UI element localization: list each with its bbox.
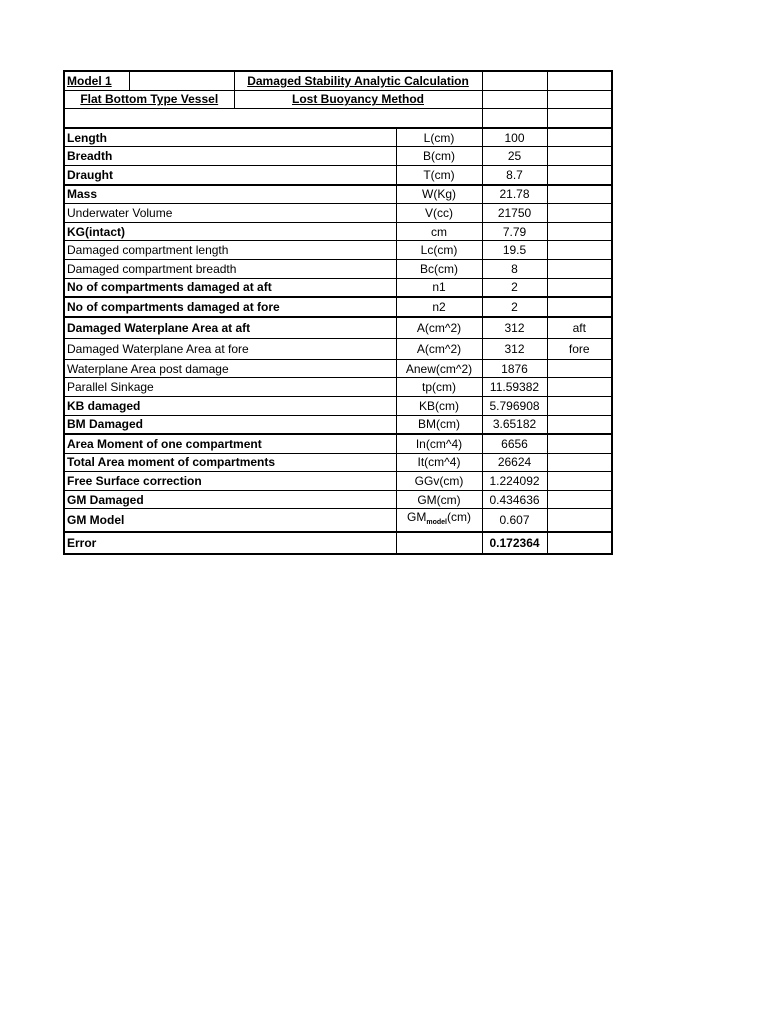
row-value: 25: [482, 147, 547, 166]
row-label: BM Damaged: [64, 415, 396, 434]
row-note: aft: [547, 317, 612, 339]
row-note: [547, 378, 612, 397]
row-value: 2: [482, 297, 547, 317]
row-label: Total Area moment of compartments: [64, 453, 396, 472]
row-label: Draught: [64, 165, 396, 184]
row-label: Damaged Waterplane Area at aft: [64, 317, 396, 339]
table-row: [64, 259, 612, 278]
row-note: [547, 241, 612, 260]
row-note: [547, 396, 612, 415]
row-unit: A(cm^2): [396, 317, 482, 339]
row-unit: A(cm^2): [396, 338, 482, 359]
row-note: [547, 185, 612, 204]
table-row: [64, 359, 612, 378]
row-unit: In(cm^4): [396, 434, 482, 453]
error-row: [64, 532, 612, 554]
table-row: [64, 222, 612, 241]
row-value: 19.5: [482, 241, 547, 260]
empty-cell: [547, 509, 612, 533]
gm-model-unit-main: GM: [407, 510, 427, 525]
row-unit: GM(cm): [396, 490, 482, 509]
row-label: No of compartments damaged at aft: [64, 278, 396, 297]
row-value: 312: [482, 317, 547, 339]
header-row-1: [64, 71, 612, 90]
row-value: 21750: [482, 204, 547, 223]
row-value: 21.78: [482, 185, 547, 204]
stability-table: [63, 70, 613, 555]
method-name: Lost Buoyancy Method: [234, 90, 482, 109]
row-unit: V(cc): [396, 204, 482, 223]
row-unit: It(cm^4): [396, 453, 482, 472]
table-row: [64, 128, 612, 147]
gm-model-label: GM Model: [64, 509, 396, 533]
table-row: [64, 453, 612, 472]
row-value: 11.59382: [482, 378, 547, 397]
table-row: [64, 297, 612, 317]
row-note: [547, 453, 612, 472]
table-row: [64, 165, 612, 184]
row-value: 312: [482, 338, 547, 359]
table-row: [64, 490, 612, 509]
row-unit: Bc(cm): [396, 259, 482, 278]
table-row: [64, 185, 612, 204]
row-label: Underwater Volume: [64, 204, 396, 223]
row-label: Parallel Sinkage: [64, 378, 396, 397]
row-unit: T(cm): [396, 165, 482, 184]
empty-cell: [64, 109, 482, 128]
row-unit: n2: [396, 297, 482, 317]
table-row: [64, 472, 612, 491]
row-unit: GGv(cm): [396, 472, 482, 491]
gm-model-value: 0.607: [482, 509, 547, 533]
row-note: [547, 472, 612, 491]
table-row: [64, 396, 612, 415]
row-unit: Lc(cm): [396, 241, 482, 260]
row-label: GM Damaged: [64, 490, 396, 509]
row-unit: W(Kg): [396, 185, 482, 204]
row-label: Mass: [64, 185, 396, 204]
gm-model-unit: [396, 509, 482, 533]
empty-cell: [482, 90, 547, 109]
row-note: [547, 490, 612, 509]
table-row: [64, 317, 612, 339]
row-note: [547, 415, 612, 434]
row-note: [547, 147, 612, 166]
row-unit: KB(cm): [396, 396, 482, 415]
table-row: [64, 241, 612, 260]
empty-cell: [396, 532, 482, 554]
table-row: [64, 204, 612, 223]
row-note: [547, 165, 612, 184]
row-value: 26624: [482, 453, 547, 472]
row-value: 1876: [482, 359, 547, 378]
table-row: [64, 338, 612, 359]
empty-cell: [482, 109, 547, 128]
row-unit: tp(cm): [396, 378, 482, 397]
row-unit: B(cm): [396, 147, 482, 166]
row-label: No of compartments damaged at fore: [64, 297, 396, 317]
empty-cell: [547, 109, 612, 128]
table-row: [64, 378, 612, 397]
table-row: [64, 415, 612, 434]
vessel-type: Flat Bottom Type Vessel: [64, 90, 234, 109]
table-row: [64, 147, 612, 166]
row-value: 0.434636: [482, 490, 547, 509]
row-label: Damaged compartment breadth: [64, 259, 396, 278]
row-note: [547, 128, 612, 147]
row-value: 100: [482, 128, 547, 147]
header-row-2: [64, 90, 612, 109]
row-note: [547, 259, 612, 278]
error-label: Error: [64, 532, 396, 554]
table-row: [64, 434, 612, 453]
row-value: 1.224092: [482, 472, 547, 491]
row-label: Length: [64, 128, 396, 147]
row-note: fore: [547, 338, 612, 359]
row-value: 2: [482, 278, 547, 297]
row-value: 8: [482, 259, 547, 278]
empty-cell: [482, 71, 547, 90]
row-label: KG(intact): [64, 222, 396, 241]
row-label: Breadth: [64, 147, 396, 166]
spacer-row: [64, 109, 612, 128]
table-row: [64, 278, 612, 297]
row-value: 3.65182: [482, 415, 547, 434]
row-label: Damaged Waterplane Area at fore: [64, 338, 396, 359]
empty-cell: [547, 71, 612, 90]
gm-model-unit-tail: (cm): [446, 510, 471, 525]
row-note: [547, 297, 612, 317]
row-note: [547, 278, 612, 297]
row-unit: cm: [396, 222, 482, 241]
row-note: [547, 359, 612, 378]
row-label: Area Moment of one compartment: [64, 434, 396, 453]
gm-model-row: [64, 509, 612, 533]
row-note: [547, 204, 612, 223]
row-unit: n1: [396, 278, 482, 297]
row-unit: Anew(cm^2): [396, 359, 482, 378]
row-value: 7.79: [482, 222, 547, 241]
row-note: [547, 434, 612, 453]
model-label: Model 1: [64, 71, 129, 90]
row-note: [547, 222, 612, 241]
sheet-title: Damaged Stability Analytic Calculation: [234, 71, 482, 90]
row-unit: BM(cm): [396, 415, 482, 434]
empty-cell: [129, 71, 234, 90]
row-value: 6656: [482, 434, 547, 453]
row-label: Damaged compartment length: [64, 241, 396, 260]
row-label: Free Surface correction: [64, 472, 396, 491]
row-label: KB damaged: [64, 396, 396, 415]
calculation-sheet: [63, 70, 611, 555]
gm-model-unit-sub: model: [426, 519, 447, 527]
error-value: 0.172364: [482, 532, 547, 554]
row-label: Waterplane Area post damage: [64, 359, 396, 378]
empty-cell: [547, 532, 612, 554]
row-value: 8.7: [482, 165, 547, 184]
row-value: 5.796908: [482, 396, 547, 415]
empty-cell: [547, 90, 612, 109]
row-unit: L(cm): [396, 128, 482, 147]
